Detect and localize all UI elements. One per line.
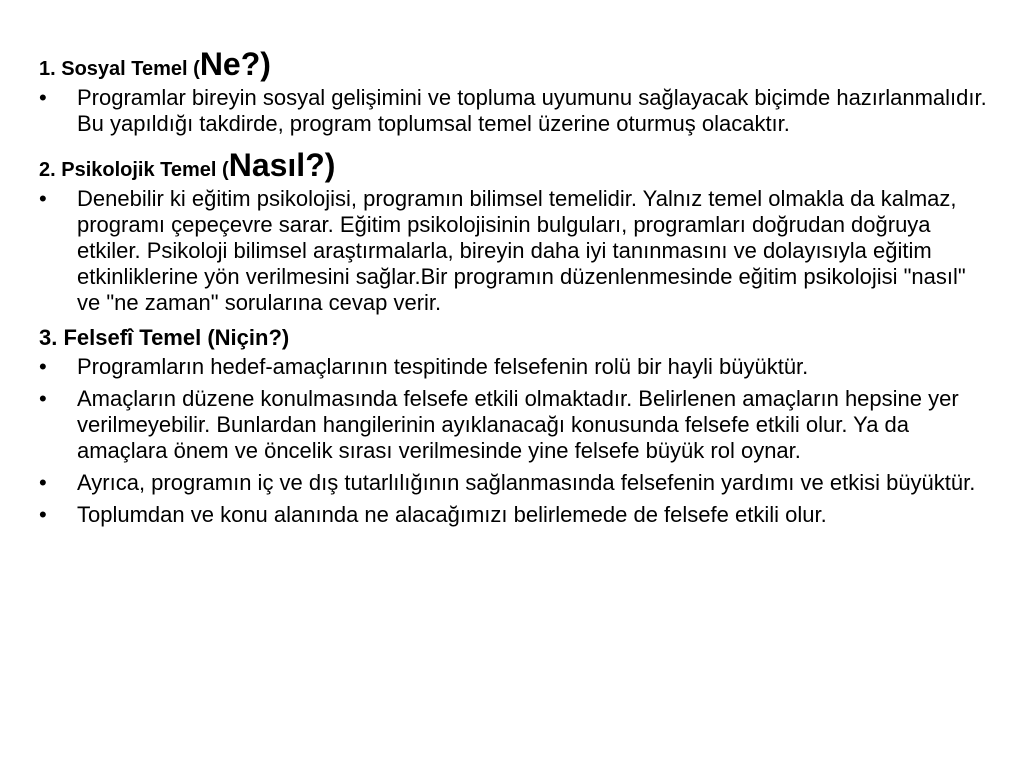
bullet-marker: • — [39, 354, 47, 379]
bullet-list-sosyal-temel — [39, 85, 989, 137]
slide-content — [39, 48, 989, 528]
bullet-item — [39, 85, 989, 137]
section-heading-felsefi-temel — [39, 326, 989, 350]
bullet-item — [39, 470, 989, 496]
bullet-text: Programların hedef-amaçlarının tespitinde felsefenin rolü bir hayli büyüktür. — [77, 354, 809, 379]
bullet-text: Programlar bireyin sosyal gelişimini ve topluma uyumunu sağlayacak biçimde hazırlanmalıdır. Bu yapıldığı takdirde, program toplumsal temel üzerine oturmuş olacaktır. — [77, 85, 987, 136]
bullet-marker: • — [39, 470, 47, 495]
heading-emphasis: Ne?) — [199, 46, 271, 82]
bullet-list-psikolojik-temel — [39, 186, 989, 316]
bullet-text: Toplumdan ve konu alanında ne alacağımızı belirlemede de felsefe etkili olur. — [77, 502, 827, 527]
heading-prefix: 2. Psikolojik Temel ( — [39, 159, 229, 181]
heading-full: 3. Felsefî Temel (Niçin?) — [39, 325, 290, 350]
bullet-item — [39, 502, 989, 528]
bullet-text: Denebilir ki eğitim psikolojisi, programın bilimsel temelidir. Yalnız temel olmakla da kalmaz, programı çepeçevre sarar. Eğitim psikolojisinin bulguları, programları doğrudan doğruya etkiler. Psikoloji bilimsel araştırmalarla, bireyin daha iyi tanınmasını ve dolayısıyla eğitim etkinliklerine yön verilmesini sağlar.Bir programın düzenlenmesinde eğitim psikolojisi "nasıl" ve "ne zaman" sorularına cevap verir. — [77, 186, 966, 315]
heading-prefix: 1. Sosyal Temel ( — [39, 58, 200, 80]
section-heading-sosyal-temel — [39, 48, 989, 81]
bullet-marker: • — [39, 502, 47, 527]
bullet-list-felsefi-temel — [39, 354, 989, 528]
bullet-item — [39, 386, 989, 464]
section-heading-psikolojik-temel — [39, 149, 989, 182]
heading-emphasis: Nasıl?) — [228, 147, 336, 183]
bullet-item — [39, 354, 989, 380]
bullet-text: Amaçların düzene konulmasında felsefe etkili olmaktadır. Belirlenen amaçların hepsine yer verilmeyebilir. Bunlardan hangilerinin ayıklanacağı konusunda felsefe etkili olur. Ya da amaçlara önem ve öncelik sırası verilmesinde yine felsefe büyük rol oynar. — [77, 386, 959, 463]
bullet-item — [39, 186, 989, 316]
bullet-marker: • — [39, 386, 47, 411]
bullet-marker: • — [39, 186, 47, 211]
bullet-text: Ayrıca, programın iç ve dış tutarlılığının sağlanmasında felsefenin yardımı ve etkisi büyüktür. — [77, 470, 976, 495]
bullet-marker: • — [39, 85, 47, 110]
